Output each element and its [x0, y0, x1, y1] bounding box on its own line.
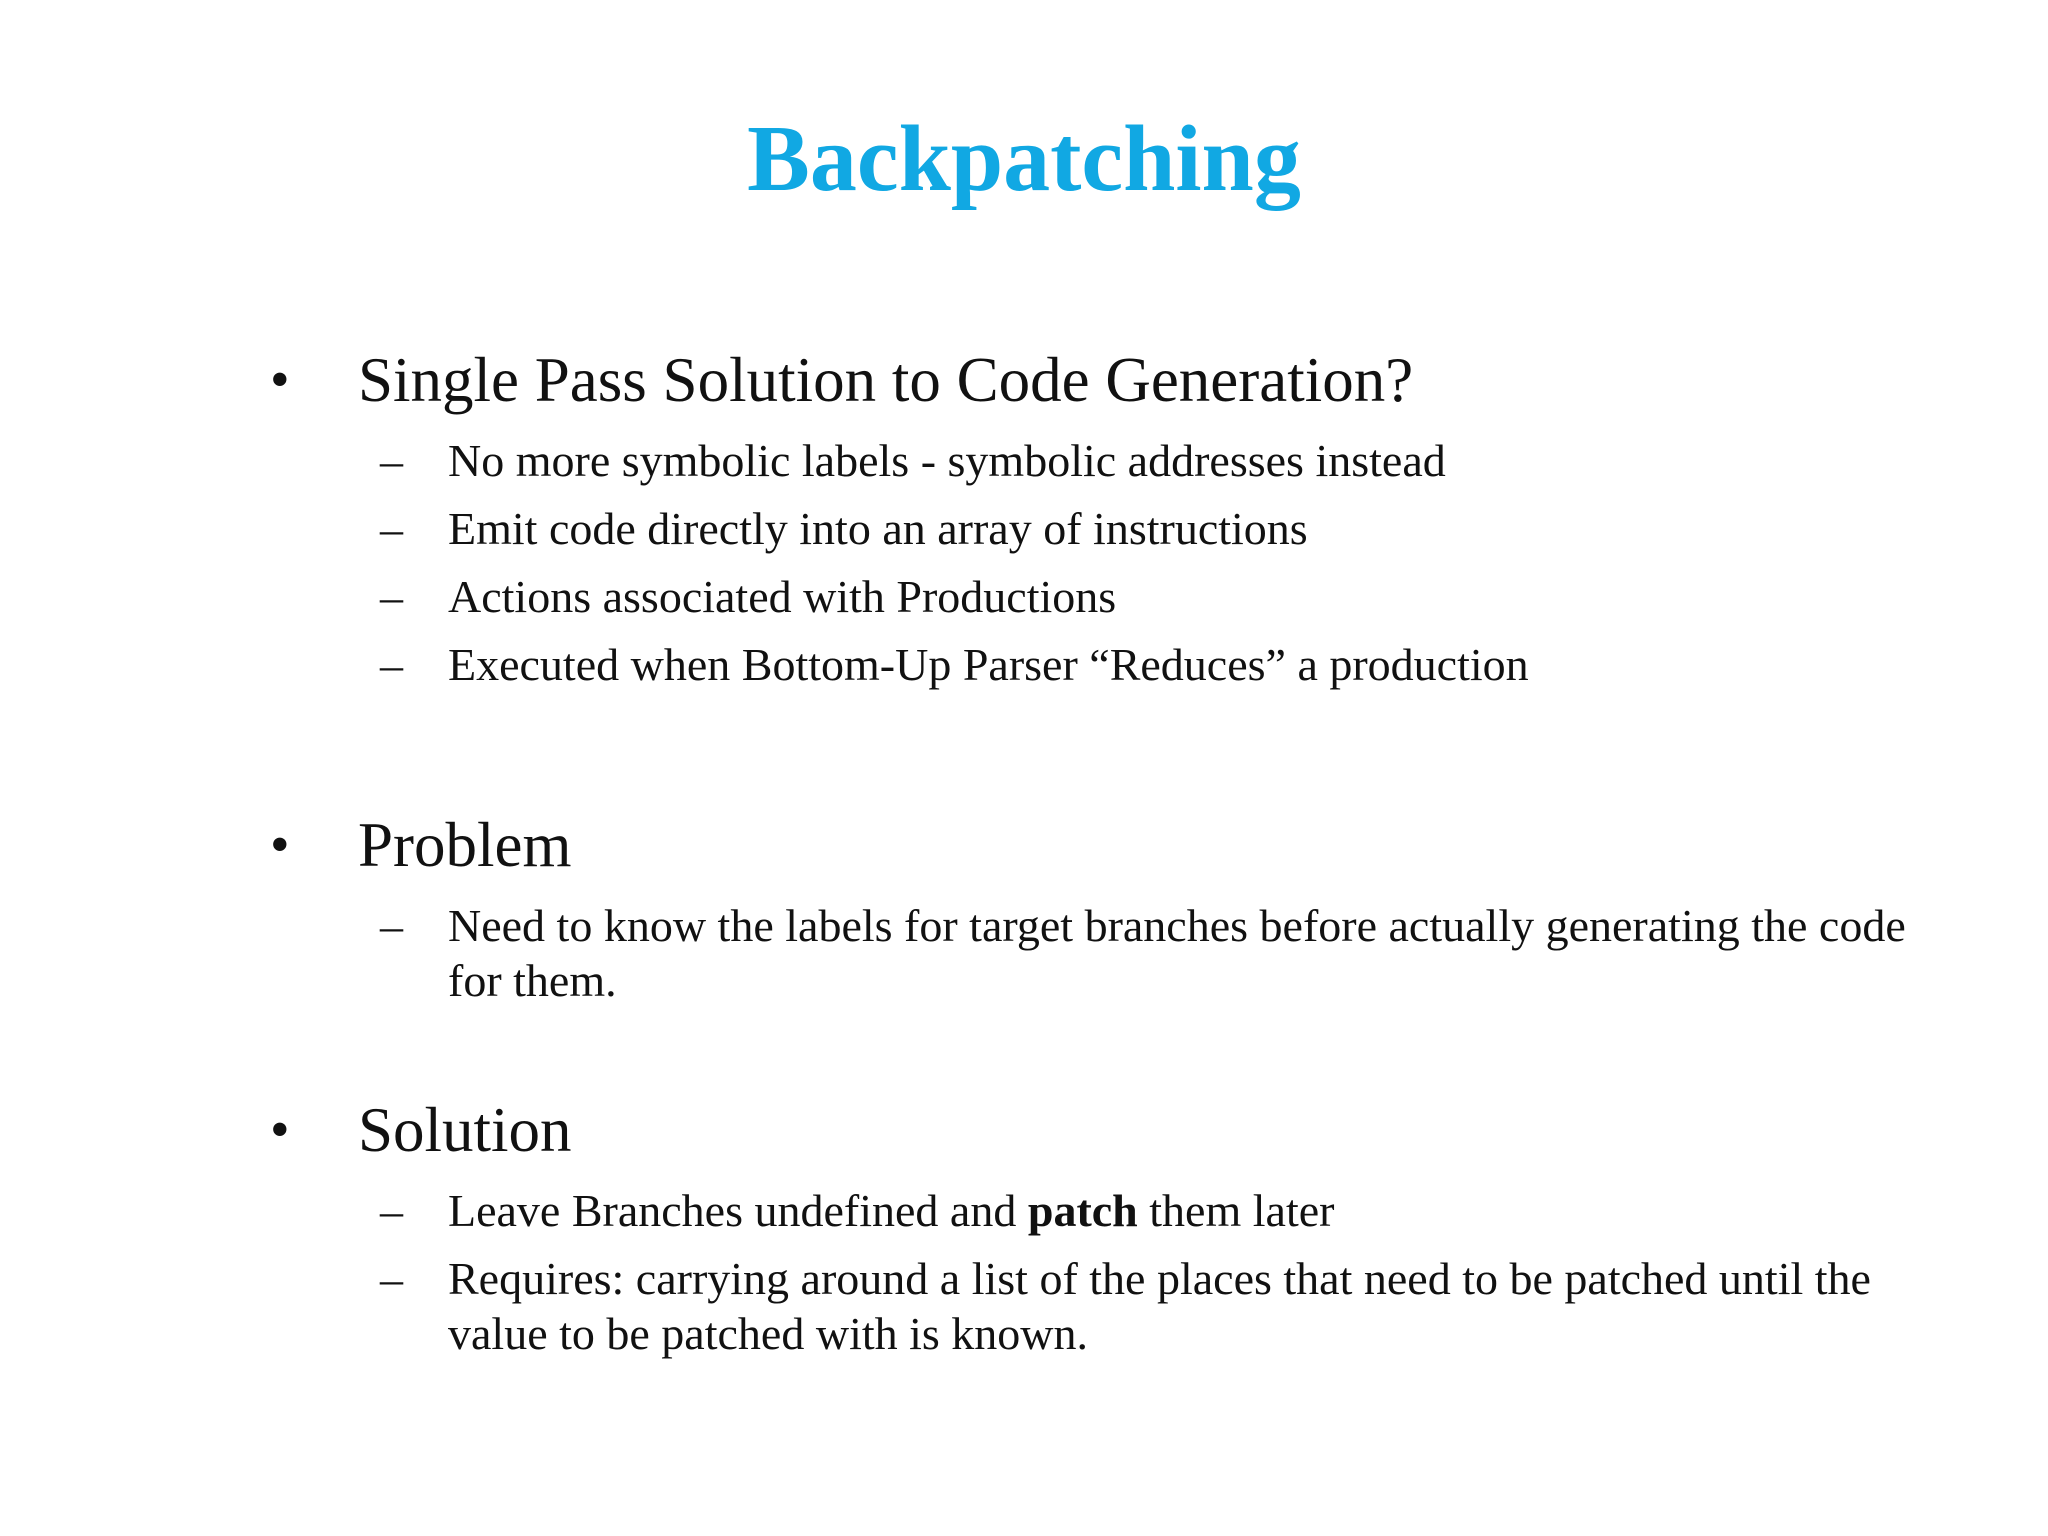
dash-icon: –: [380, 435, 403, 486]
sub-item-text: Need to know the labels for target branches before actually generating the code for them.: [448, 900, 1906, 1006]
section-solution: [270, 1090, 1970, 1361]
dash-icon: –: [380, 571, 403, 622]
bullet-heading: [270, 1090, 1970, 1170]
sub-list: [270, 898, 1970, 1008]
sub-item-text-before: Leave Branches undefined and: [448, 1185, 1028, 1236]
sub-list: [270, 433, 1970, 692]
dash-icon: –: [380, 503, 403, 554]
emphasis-patch: patch: [1027, 1185, 1138, 1236]
sub-item-text: Requires: carrying around a list of the places that need to be patched until the value to be patched with is known.: [448, 1253, 1871, 1359]
dash-icon: –: [380, 639, 403, 690]
section-problem: [270, 805, 1970, 1008]
bullet-heading: [270, 805, 1970, 885]
sub-item-text: Executed when Bottom-Up Parser “Reduces” a production: [448, 639, 1529, 690]
bullet-icon: •: [270, 349, 290, 411]
heading-text: Problem: [358, 810, 572, 880]
sub-item-text: Emit code directly into an array of instructions: [448, 503, 1308, 554]
slide-title: Backpatching: [747, 107, 1301, 211]
heading-text: Single Pass Solution to Code Generation?: [358, 345, 1414, 415]
dash-icon: –: [380, 900, 403, 951]
sub-item-text: Actions associated with Productions: [448, 571, 1117, 622]
bullet-icon: •: [270, 1099, 290, 1161]
sub-item: [270, 1251, 1970, 1361]
sub-item: [270, 1183, 1970, 1238]
heading-text: Solution: [358, 1095, 572, 1165]
bullet-icon: •: [270, 814, 290, 876]
dash-icon: –: [380, 1253, 403, 1304]
sub-item-text-after: them later: [1137, 1185, 1335, 1236]
sub-item: [270, 569, 1970, 624]
sub-item: [270, 501, 1970, 556]
section-single-pass: [270, 340, 1970, 692]
sub-item-text: No more symbolic labels - symbolic addresses instead: [448, 435, 1446, 486]
dash-icon: –: [380, 1185, 403, 1236]
sub-item: [270, 898, 1970, 1008]
bullet-heading: [270, 340, 1970, 420]
sub-item: [270, 637, 1970, 692]
sub-item: [270, 433, 1970, 488]
sub-list: [270, 1183, 1970, 1361]
sub-item-text: [448, 1185, 1334, 1236]
